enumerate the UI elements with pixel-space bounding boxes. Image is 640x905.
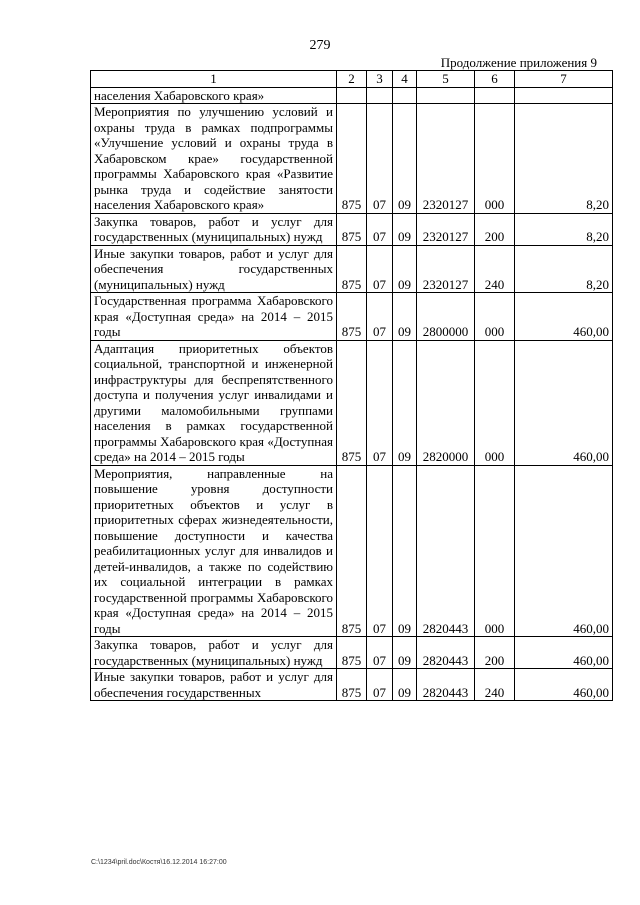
file-path-footer: C:\1234\pril.doc\Костя\16.12.2014 16:27:00	[91, 859, 227, 866]
row-value-cell: 09	[393, 104, 417, 214]
row-value-cell: 2320127	[417, 213, 475, 245]
row-name-cell: Закупка товаров, работ и услуг для государственных (муниципальных) нужд	[91, 637, 337, 669]
row-value-cell: 8,20	[515, 104, 613, 214]
budget-table	[90, 70, 613, 701]
row-name-cell: Закупка товаров, работ и услуг для государственных (муниципальных) нужд	[91, 213, 337, 245]
continuation-label: Продолжение приложения 9	[440, 55, 597, 70]
row-value-cell: 07	[367, 104, 393, 214]
table-row	[91, 245, 613, 293]
row-value-cell: 09	[393, 637, 417, 669]
row-value-cell: 460,00	[515, 465, 613, 637]
row-value-cell: 875	[337, 213, 367, 245]
table-row	[91, 213, 613, 245]
row-name-cell: Мероприятия по улучшению условий и охраны труда в рамках подпрограммы «Улучшение условий и охраны труда в Хабаровском крае» государственной программы Хабаровского края «Развитие рынка труда и содействие занятости населения Хабаровского края»	[91, 104, 337, 214]
row-name-cell: Государственная программа Хабаровского края «Доступная среда» на 2014 – 2015 годы	[91, 293, 337, 341]
column-header: 6	[475, 71, 515, 88]
row-value-cell	[367, 87, 393, 104]
table-row	[91, 340, 613, 465]
row-value-cell: 2320127	[417, 104, 475, 214]
table-row	[91, 293, 613, 341]
table-row	[91, 465, 613, 637]
row-value-cell: 460,00	[515, 637, 613, 669]
row-value-cell: 2820000	[417, 340, 475, 465]
row-value-cell: 000	[475, 465, 515, 637]
row-value-cell: 2820443	[417, 669, 475, 701]
table-row	[91, 104, 613, 214]
row-value-cell: 09	[393, 245, 417, 293]
row-value-cell: 000	[475, 340, 515, 465]
row-value-cell: 09	[393, 669, 417, 701]
row-value-cell: 07	[367, 340, 393, 465]
row-value-cell: 09	[393, 340, 417, 465]
table-row	[91, 637, 613, 669]
row-name-cell: Мероприятия, направленные на повышение уровня доступности приоритетных объектов и услуг в приоритетных сферах жизнедеятельности, повышение доступности и качества реабилитационных услуг для инвалидов и детей-инвалидов, а также по содействию их социальной интеграции в рамках государственной программы Хабаровского края «Доступная среда» на 2014 – 2015 годы	[91, 465, 337, 637]
row-value-cell: 07	[367, 293, 393, 341]
row-value-cell: 2820443	[417, 465, 475, 637]
table-header-row	[91, 71, 613, 88]
row-name-cell: Адаптация приоритетных объектов социальной, транспортной и инженерной инфраструктуры для беспрепятственного доступа и получения услуг инвалидами и другими маломобильными группами населения в рамках государственной программы Хабаровского края «Доступная среда» на 2014 – 2015 годы	[91, 340, 337, 465]
row-value-cell: 07	[367, 245, 393, 293]
row-value-cell: 200	[475, 637, 515, 669]
row-value-cell: 875	[337, 293, 367, 341]
row-name-cell: населения Хабаровского края»	[91, 87, 337, 104]
row-value-cell	[417, 87, 475, 104]
row-value-cell: 875	[337, 104, 367, 214]
column-header: 2	[337, 71, 367, 88]
row-value-cell: 875	[337, 465, 367, 637]
row-value-cell: 460,00	[515, 669, 613, 701]
table-row	[91, 87, 613, 104]
row-value-cell: 8,20	[515, 213, 613, 245]
row-value-cell: 09	[393, 293, 417, 341]
row-value-cell: 000	[475, 104, 515, 214]
column-header: 1	[91, 71, 337, 88]
row-value-cell: 875	[337, 669, 367, 701]
row-value-cell	[515, 87, 613, 104]
row-value-cell: 875	[337, 340, 367, 465]
row-value-cell: 240	[475, 669, 515, 701]
row-value-cell: 07	[367, 637, 393, 669]
row-value-cell: 2800000	[417, 293, 475, 341]
row-value-cell: 07	[367, 465, 393, 637]
row-value-cell: 2320127	[417, 245, 475, 293]
row-value-cell: 460,00	[515, 293, 613, 341]
row-value-cell: 07	[367, 669, 393, 701]
row-value-cell	[393, 87, 417, 104]
row-value-cell: 07	[367, 213, 393, 245]
row-value-cell: 2820443	[417, 637, 475, 669]
row-value-cell: 460,00	[515, 340, 613, 465]
page-number: 279	[309, 38, 331, 53]
row-value-cell: 8,20	[515, 245, 613, 293]
row-value-cell: 09	[393, 213, 417, 245]
row-value-cell: 240	[475, 245, 515, 293]
column-header: 7	[515, 71, 613, 88]
row-value-cell: 875	[337, 245, 367, 293]
row-value-cell	[475, 87, 515, 104]
column-header: 4	[393, 71, 417, 88]
row-value-cell: 875	[337, 637, 367, 669]
row-value-cell: 09	[393, 465, 417, 637]
row-value-cell	[337, 87, 367, 104]
column-header: 5	[417, 71, 475, 88]
row-name-cell: Иные закупки товаров, работ и услуг для обеспечения государственных (муниципальных) нужд	[91, 245, 337, 293]
row-name-cell: Иные закупки товаров, работ и услуг для обеспечения государственных	[91, 669, 337, 701]
row-value-cell: 200	[475, 213, 515, 245]
column-header: 3	[367, 71, 393, 88]
table-row	[91, 669, 613, 701]
row-value-cell: 000	[475, 293, 515, 341]
